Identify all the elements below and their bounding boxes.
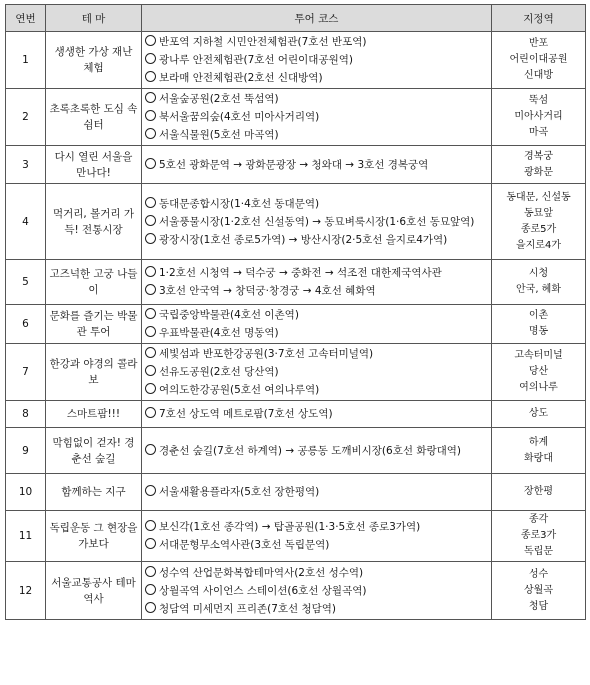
station-name: 안국, 혜화 — [516, 284, 561, 295]
station-name: 동묘앞 — [524, 207, 553, 219]
row-station — [492, 401, 586, 428]
row-theme: 문화를 즐기는 박물관 투어 — [46, 305, 142, 344]
row-number: 11 — [6, 511, 46, 562]
row-station — [492, 184, 586, 260]
course-item — [145, 90, 488, 108]
row-station — [492, 305, 586, 344]
circle-bullet-icon — [145, 284, 156, 295]
table-row — [6, 401, 586, 428]
station-name: 독립문 — [524, 546, 553, 557]
row-theme: 함께하는 지구 — [46, 474, 142, 511]
circle-bullet-icon — [145, 383, 156, 394]
course-item — [145, 306, 488, 324]
course-item — [145, 600, 488, 618]
circle-bullet-icon — [145, 158, 156, 169]
row-theme: 초록초록한 도심 속 쉼터 — [46, 89, 142, 146]
row-number: 9 — [6, 428, 46, 474]
station-name: 고속터미널 — [514, 350, 563, 361]
station-name: 어린이대공원 — [509, 54, 568, 65]
course-item — [145, 442, 488, 460]
row-theme: 다시 열린 서울을 만나다! — [46, 146, 142, 184]
course-item — [145, 564, 488, 582]
station-name: 경복궁 — [524, 150, 553, 162]
row-station — [492, 428, 586, 474]
course-text: 동대문종합시장(1·4호선 동대문역) — [159, 197, 320, 210]
table-row — [6, 474, 586, 511]
circle-bullet-icon — [145, 444, 156, 455]
header-no: 연번 — [6, 5, 46, 32]
course-item — [145, 536, 488, 554]
course-text: 선유도공원(2호선 당산역) — [159, 366, 279, 378]
row-number: 5 — [6, 260, 46, 305]
table-row — [6, 260, 586, 305]
course-item — [145, 582, 488, 600]
row-course — [142, 428, 492, 474]
circle-bullet-icon — [145, 233, 156, 244]
course-text: 경춘선 숲길(7호선 하계역) → 공릉동 도깨비시장(6호선 화랑대역) — [159, 444, 462, 457]
row-course — [142, 474, 492, 511]
header-course: 투어 코스 — [142, 5, 492, 32]
course-text: 반포역 지하철 시민안전체험관(7호선 반포역) — [159, 36, 367, 48]
row-number: 10 — [6, 474, 46, 511]
course-item — [145, 213, 488, 231]
course-text: 서울식물원(5호선 마곡역) — [159, 129, 279, 141]
course-text: 7호선 상도역 메트로팜(7호선 상도역) — [159, 408, 333, 420]
row-course — [142, 146, 492, 184]
station-name: 뚝섬 — [528, 95, 549, 106]
circle-bullet-icon — [145, 53, 156, 64]
circle-bullet-icon — [145, 128, 156, 139]
station-name: 미아사거리 — [514, 111, 563, 122]
circle-bullet-icon — [145, 485, 156, 496]
circle-bullet-icon — [145, 347, 156, 358]
row-theme: 고즈넉한 고궁 나들이 — [46, 260, 142, 305]
row-number: 12 — [6, 562, 46, 620]
header-place: 지정역 — [492, 5, 586, 32]
row-course — [142, 89, 492, 146]
row-theme: 서울교통공사 테마역사 — [46, 562, 142, 620]
course-item — [145, 51, 488, 69]
row-course — [142, 184, 492, 260]
course-item — [145, 195, 488, 213]
station-name: 종로5가 — [520, 223, 557, 235]
station-name: 당산 — [528, 366, 549, 377]
row-course — [142, 32, 492, 89]
course-item — [145, 156, 488, 174]
station-name: 동대문, 신설동 — [506, 191, 571, 203]
header-theme: 테 마 — [46, 5, 142, 32]
station-name: 상월곡 — [524, 584, 553, 596]
row-station — [492, 511, 586, 562]
station-name: 성수 — [528, 568, 549, 580]
row-course — [142, 260, 492, 305]
course-item — [145, 69, 488, 87]
station-name: 여의나루 — [519, 382, 558, 393]
circle-bullet-icon — [145, 584, 156, 595]
table-row — [6, 89, 586, 146]
row-theme: 막힘없이 걷자! 경춘선 숲길 — [46, 428, 142, 474]
circle-bullet-icon — [145, 365, 156, 376]
course-item — [145, 126, 488, 144]
course-text: 서울숲공원(2호선 뚝섬역) — [159, 93, 279, 105]
circle-bullet-icon — [145, 602, 156, 613]
table-row — [6, 305, 586, 344]
station-name: 종로3가 — [520, 530, 557, 541]
circle-bullet-icon — [145, 566, 156, 577]
course-item — [145, 264, 488, 282]
row-course — [142, 401, 492, 428]
row-station — [492, 344, 586, 401]
course-item — [145, 381, 488, 399]
course-text: 청담역 미세먼지 프리존(7호선 청담역) — [159, 602, 337, 615]
circle-bullet-icon — [145, 110, 156, 121]
row-course — [142, 511, 492, 562]
circle-bullet-icon — [145, 326, 156, 337]
row-number: 3 — [6, 146, 46, 184]
circle-bullet-icon — [145, 520, 156, 531]
course-text: 3호선 안국역 → 창덕궁·창경궁 → 4호선 혜화역 — [159, 285, 376, 297]
course-text: 국립중앙박물관(4호선 이촌역) — [159, 309, 299, 321]
circle-bullet-icon — [145, 35, 156, 46]
course-text: 광장시장(1호선 종로5가역) → 방산시장(2·5호선 을지로4가역) — [159, 233, 448, 246]
course-item — [145, 33, 488, 51]
row-station — [492, 89, 586, 146]
table-row — [6, 344, 586, 401]
course-text: 세빛섬과 반포한강공원(3·7호선 고속터미널역) — [159, 348, 374, 360]
table-row — [6, 428, 586, 474]
row-station — [492, 32, 586, 89]
table-body — [6, 32, 586, 620]
row-station — [492, 474, 586, 511]
course-text: 5호선 광화문역 → 광화문광장 → 청와대 → 3호선 경복궁역 — [159, 158, 429, 171]
course-text: 북서울꿈의숲(4호선 미아사거리역) — [159, 111, 320, 123]
course-item — [145, 231, 488, 249]
circle-bullet-icon — [145, 92, 156, 103]
table-row — [6, 562, 586, 620]
station-name: 마곡 — [528, 127, 549, 138]
course-text: 서대문형무소역사관(3호선 독립문역) — [159, 539, 330, 551]
station-name: 을지로4가 — [515, 239, 561, 251]
station-name: 명동 — [528, 326, 549, 337]
station-name: 화랑대 — [524, 452, 553, 464]
course-text: 우표박물관(4호선 명동역) — [159, 327, 279, 339]
course-item — [145, 108, 488, 126]
row-course — [142, 562, 492, 620]
row-theme: 독립운동 그 현장을 가보다 — [46, 511, 142, 562]
station-name: 하계 — [528, 436, 549, 448]
table-row — [6, 184, 586, 260]
course-text: 보라매 안전체험관(2호선 신대방역) — [159, 72, 323, 84]
tour-table — [5, 4, 586, 620]
station-name: 이촌 — [528, 310, 549, 321]
station-name: 청담 — [528, 600, 549, 612]
row-number: 1 — [6, 32, 46, 89]
station-name: 반포 — [528, 38, 549, 49]
course-text: 1·2호선 시청역 → 덕수궁 → 중화전 → 석조전 대한제국역사관 — [159, 267, 442, 279]
table-row — [6, 511, 586, 562]
circle-bullet-icon — [145, 71, 156, 82]
course-text: 상월곡역 사이언스 스테이션(6호선 상월곡역) — [159, 584, 367, 597]
row-theme: 한강과 야경의 콜라보 — [46, 344, 142, 401]
circle-bullet-icon — [145, 266, 156, 277]
header-row — [6, 5, 586, 32]
course-text: 여의도한강공원(5호선 여의나루역) — [159, 384, 320, 396]
course-item — [145, 282, 488, 300]
row-station — [492, 146, 586, 184]
row-theme: 생생한 가상 재난 체험 — [46, 32, 142, 89]
course-item — [145, 518, 488, 536]
station-name: 신대방 — [524, 70, 553, 81]
row-station — [492, 260, 586, 305]
station-name: 시청 — [528, 268, 549, 279]
circle-bullet-icon — [145, 308, 156, 319]
table-row — [6, 32, 586, 89]
course-item — [145, 363, 488, 381]
course-item — [145, 324, 488, 342]
row-course — [142, 305, 492, 344]
circle-bullet-icon — [145, 215, 156, 226]
row-station — [492, 562, 586, 620]
row-theme: 먹거리, 볼거리 가득! 전통시장 — [46, 184, 142, 260]
course-item — [145, 345, 488, 363]
course-item — [145, 405, 488, 423]
course-item — [145, 483, 488, 501]
station-name: 종각 — [528, 514, 549, 525]
row-number: 7 — [6, 344, 46, 401]
row-number: 8 — [6, 401, 46, 428]
row-theme: 스마트팜!!! — [46, 401, 142, 428]
row-number: 4 — [6, 184, 46, 260]
station-name: 상도 — [528, 408, 549, 419]
row-number: 2 — [6, 89, 46, 146]
course-text: 보신각(1호선 종각역) → 탑골공원(1·3·5호선 종로3가역) — [159, 521, 421, 533]
row-course — [142, 344, 492, 401]
course-text: 광나루 안전체험관(7호선 어린이대공원역) — [159, 54, 353, 66]
table-row — [6, 146, 586, 184]
course-text: 성수역 산업문화복합테마역사(2호선 성수역) — [159, 566, 364, 579]
row-number: 6 — [6, 305, 46, 344]
course-text: 서울풍물시장(1·2호선 신설동역) → 동묘벼룩시장(1·6호선 동묘앞역) — [159, 215, 475, 228]
station-name: 광화문 — [524, 166, 553, 178]
station-name: 장한평 — [524, 486, 553, 497]
circle-bullet-icon — [145, 407, 156, 418]
circle-bullet-icon — [145, 538, 156, 549]
course-text: 서울새활용플라자(5호선 장한평역) — [159, 486, 320, 498]
circle-bullet-icon — [145, 197, 156, 208]
